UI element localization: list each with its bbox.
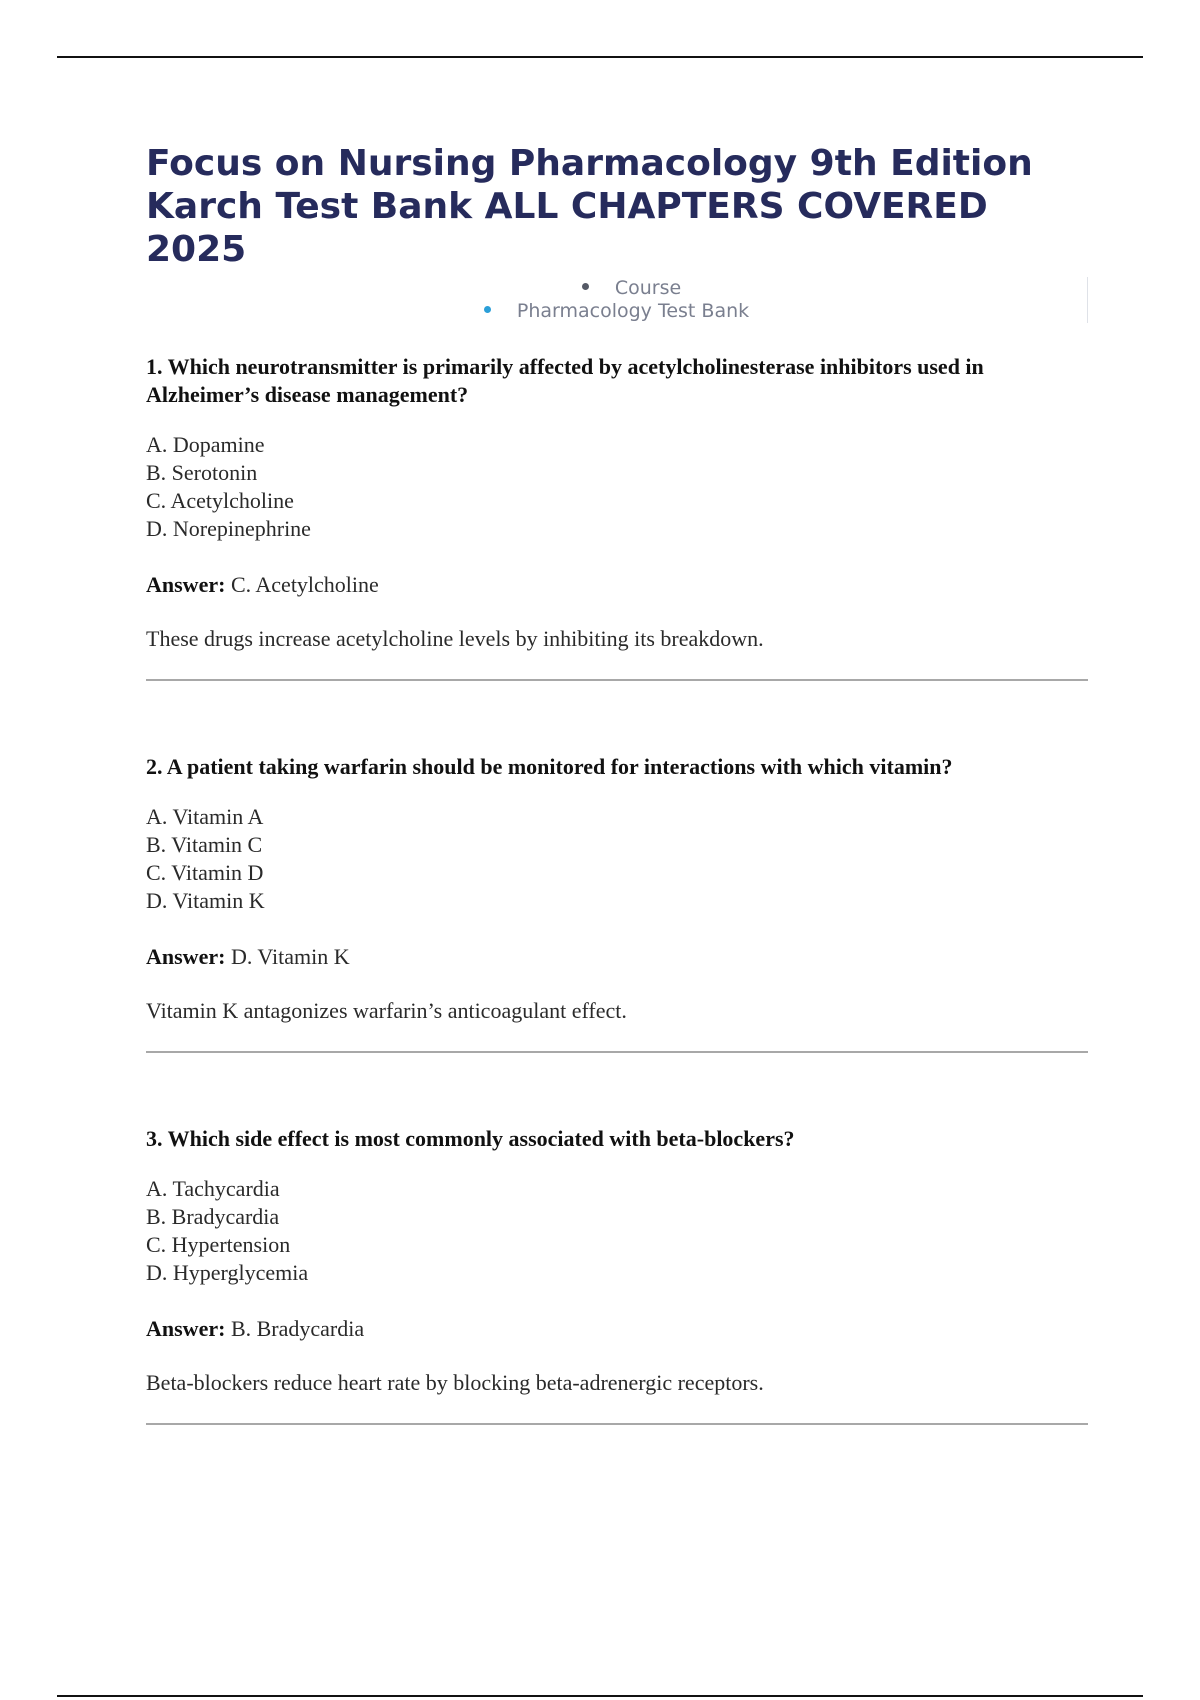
option-c: C. Acetylcholine — [146, 488, 294, 513]
answer-label: Answer: — [146, 1316, 226, 1341]
page-bottom-rule — [57, 1695, 1143, 1697]
option-d: D. Hyperglycemia — [146, 1260, 309, 1285]
breadcrumb — [146, 277, 1088, 323]
option-c: C. Hypertension — [146, 1232, 291, 1257]
question-text: 3. Which side effect is most commonly associated with beta-blockers? — [146, 1126, 795, 1151]
option-c: C. Vitamin D — [146, 860, 264, 885]
option-d: D. Norepinephrine — [146, 516, 311, 541]
option-a: A. Vitamin A — [146, 804, 264, 829]
answer-label: Answer: — [146, 572, 226, 597]
option-b: B. Serotonin — [146, 460, 258, 485]
breadcrumb-item-course[interactable] — [146, 277, 1087, 300]
explanation: Vitamin K antagonizes warfarin’s anticoagulant effect. — [146, 998, 627, 1023]
page-top-rule — [57, 56, 1143, 58]
answer-value: B. Bradycardia — [230, 1316, 365, 1341]
bullet-icon — [582, 283, 589, 290]
question-divider — [146, 1423, 1088, 1425]
options-list — [146, 803, 1088, 915]
question-2 — [146, 753, 1088, 1053]
breadcrumb-item-pharmacology-test-bank[interactable] — [146, 300, 1087, 323]
explanation: These drugs increase acetylcholine levels by inhibiting its breakdown. — [146, 626, 764, 651]
option-d: D. Vitamin K — [146, 888, 265, 913]
bullet-icon — [484, 306, 491, 313]
breadcrumb-label: Pharmacology Test Bank — [516, 300, 750, 322]
explanation: Beta-blockers reduce heart rate by blocking beta-adrenergic receptors. — [146, 1370, 764, 1395]
question-text: 2. A patient taking warfarin should be monitored for interactions with which vitamin? — [146, 754, 953, 779]
question-1 — [146, 353, 1088, 681]
option-b: B. Bradycardia — [146, 1204, 280, 1229]
option-a: A. Dopamine — [146, 432, 265, 457]
answer-value: C. Acetylcholine — [230, 572, 379, 597]
answer-line — [146, 1315, 1088, 1343]
question-3 — [146, 1125, 1088, 1425]
answer-line — [146, 943, 1088, 971]
document-body — [146, 142, 1088, 1425]
option-a: A. Tachycardia — [146, 1176, 280, 1201]
breadcrumb-label: Course — [614, 277, 682, 299]
answer-label: Answer: — [146, 944, 226, 969]
answer-value: D. Vitamin K — [230, 944, 350, 969]
options-list — [146, 431, 1088, 543]
question-text: 1. Which neurotransmitter is primarily affected by acetylcholinesterase inhibitors used in Alzheimer’s disease management? — [146, 354, 984, 407]
document-title: Focus on Nursing Pharmacology 9th Edition Karch Test Bank ALL CHAPTERS COVERED 2025 — [146, 143, 1033, 270]
option-b: B. Vitamin C — [146, 832, 263, 857]
answer-line — [146, 571, 1088, 599]
options-list — [146, 1175, 1088, 1287]
